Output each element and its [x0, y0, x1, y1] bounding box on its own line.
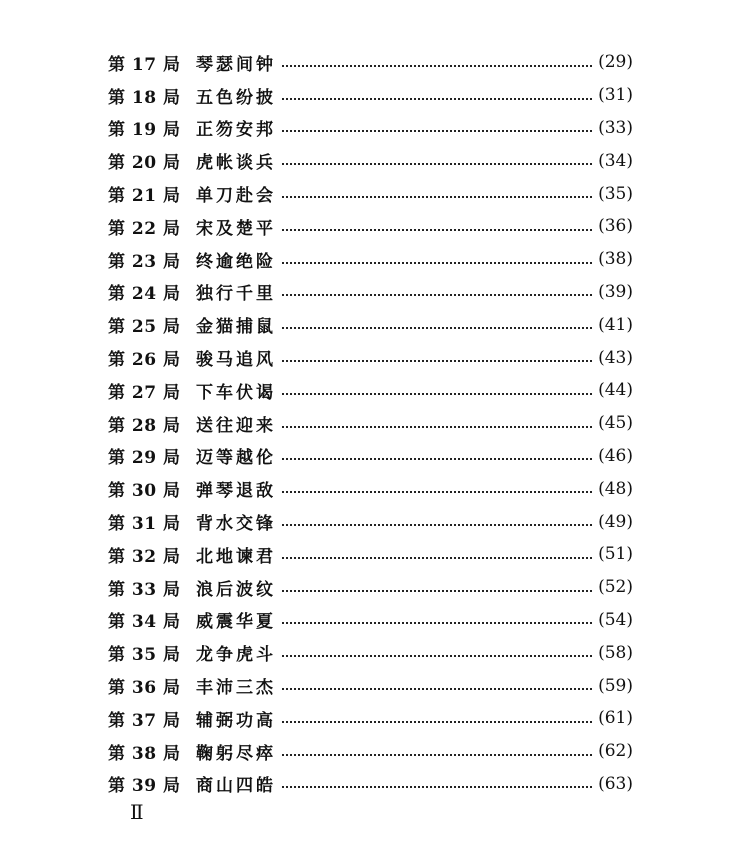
chapter-title: 金猫捕鼠	[196, 317, 276, 338]
toc-entry	[108, 144, 633, 177]
leader-dots	[282, 261, 592, 264]
toc-entry	[108, 538, 633, 571]
chapter-number: 第 38 局	[108, 743, 181, 764]
chapter-title: 骏马追风	[196, 350, 276, 371]
leader-dots	[282, 457, 592, 460]
chapter-title: 丰沛三杰	[196, 678, 276, 699]
page-number: (36)	[598, 216, 633, 237]
chapter-number: 第 35 局	[108, 645, 181, 666]
chapter-number: 第 36 局	[108, 678, 181, 699]
leader-dots	[282, 687, 592, 690]
chapter-title: 送往迎来	[196, 415, 276, 436]
toc-entry	[108, 177, 633, 210]
chapter-title: 虎帐谈兵	[196, 153, 276, 174]
chapter-number: 第 37 局	[108, 710, 181, 731]
page-number: (48)	[598, 478, 633, 499]
toc-entry	[108, 407, 633, 440]
page-number: (41)	[598, 314, 633, 335]
chapter-number: 第 29 局	[108, 448, 181, 469]
toc-entry	[108, 243, 633, 276]
toc-entry	[108, 440, 633, 473]
chapter-title: 商山四皓	[196, 776, 276, 797]
leader-dots	[282, 326, 592, 329]
page-number: (38)	[598, 249, 633, 270]
toc-entry	[108, 768, 633, 801]
chapter-number: 第 23 局	[108, 251, 181, 272]
page-number: (44)	[598, 380, 633, 401]
toc-entry	[108, 210, 633, 243]
toc-entry	[108, 374, 633, 407]
chapter-number: 第 28 局	[108, 415, 181, 436]
toc-entry	[108, 604, 633, 637]
chapter-title: 单刀赴会	[196, 186, 276, 207]
page-number: (35)	[598, 183, 633, 204]
chapter-number: 第 21 局	[108, 186, 181, 207]
chapter-number: 第 20 局	[108, 153, 181, 174]
toc-entry	[108, 571, 633, 604]
chapter-title: 辅弼功高	[196, 710, 276, 731]
chapter-number: 第 22 局	[108, 218, 181, 239]
chapter-number: 第 34 局	[108, 612, 181, 633]
chapter-number: 第 30 局	[108, 481, 181, 502]
chapter-title: 宋及楚平	[196, 218, 276, 239]
page-number: (45)	[598, 413, 633, 434]
toc-entry	[108, 308, 633, 341]
chapter-number: 第 39 局	[108, 776, 181, 797]
chapter-title: 终逾绝险	[196, 251, 276, 272]
page-number: (63)	[598, 773, 633, 794]
chapter-number: 第 26 局	[108, 350, 181, 371]
page-number: (58)	[598, 642, 633, 663]
chapter-title: 鞠躬尽瘁	[196, 743, 276, 764]
chapter-number: 第 18 局	[108, 87, 181, 108]
page-number: (54)	[598, 609, 633, 630]
page-number: (31)	[598, 85, 633, 106]
chapter-number: 第 31 局	[108, 514, 181, 535]
leader-dots	[282, 64, 592, 67]
toc-entry	[108, 46, 633, 79]
page-number: (59)	[598, 675, 633, 696]
leader-dots	[282, 720, 592, 723]
chapter-title: 迈等越伦	[196, 448, 276, 469]
page-number: (39)	[598, 281, 633, 302]
page-number: (52)	[598, 577, 633, 598]
chapter-title: 五色纷披	[196, 87, 276, 108]
leader-dots	[282, 556, 592, 559]
toc-entry	[108, 276, 633, 309]
leader-dots	[282, 97, 592, 100]
leader-dots	[282, 359, 592, 362]
leader-dots	[282, 228, 592, 231]
leader-dots	[282, 490, 592, 493]
leader-dots	[282, 162, 592, 165]
leader-dots	[282, 785, 592, 788]
toc-entry	[108, 472, 633, 505]
leader-dots	[282, 589, 592, 592]
chapter-number: 第 17 局	[108, 54, 181, 75]
chapter-number: 第 32 局	[108, 546, 181, 567]
chapter-number: 第 25 局	[108, 317, 181, 338]
leader-dots	[282, 753, 592, 756]
chapter-title: 独行千里	[196, 284, 276, 305]
page-number: (61)	[598, 708, 633, 729]
toc-entry	[108, 735, 633, 768]
leader-dots	[282, 621, 592, 624]
page-folio: Ⅱ	[130, 800, 144, 824]
page-number: (29)	[598, 52, 633, 73]
page-number: (62)	[598, 741, 633, 762]
leader-dots	[282, 129, 592, 132]
chapter-title: 琴瑟间钟	[196, 54, 276, 75]
toc-entry	[108, 341, 633, 374]
toc-entry	[108, 79, 633, 112]
toc-entry	[108, 112, 633, 145]
chapter-title: 下车伏谒	[196, 382, 276, 403]
chapter-title: 背水交锋	[196, 514, 276, 535]
chapter-title: 北地谏君	[196, 546, 276, 567]
chapter-number: 第 24 局	[108, 284, 181, 305]
page-number: (51)	[598, 544, 633, 565]
leader-dots	[282, 523, 592, 526]
chapter-title: 弹琴退敌	[196, 481, 276, 502]
page-number: (33)	[598, 117, 633, 138]
toc-entry	[108, 505, 633, 538]
toc-entry	[108, 702, 633, 735]
chapter-number: 第 19 局	[108, 120, 181, 141]
page-number: (34)	[598, 150, 633, 171]
page-number: (46)	[598, 445, 633, 466]
chapter-title: 威震华夏	[196, 612, 276, 633]
toc-entry	[108, 636, 633, 669]
table-of-contents	[108, 46, 633, 800]
chapter-number: 第 33 局	[108, 579, 181, 600]
leader-dots	[282, 425, 592, 428]
page-number: (43)	[598, 347, 633, 368]
chapter-number: 第 27 局	[108, 382, 181, 403]
toc-entry	[108, 669, 633, 702]
leader-dots	[282, 654, 592, 657]
chapter-title: 浪后波纹	[196, 579, 276, 600]
chapter-title: 龙争虎斗	[196, 645, 276, 666]
leader-dots	[282, 195, 592, 198]
page-number: (49)	[598, 511, 633, 532]
leader-dots	[282, 293, 592, 296]
leader-dots	[282, 392, 592, 395]
chapter-title: 正笏安邦	[196, 120, 276, 141]
